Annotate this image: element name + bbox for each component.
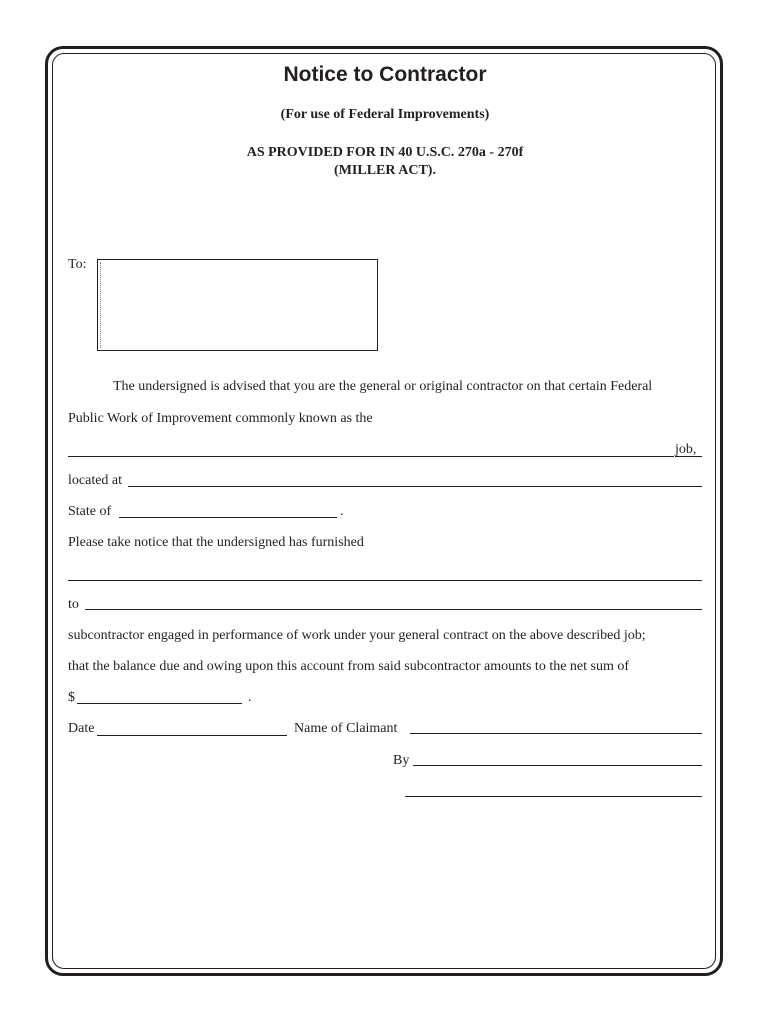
inner-border <box>52 53 716 969</box>
form-title: Notice to Contractor <box>283 63 487 86</box>
located-label: located at <box>68 473 123 488</box>
job-name-line[interactable] <box>68 456 674 457</box>
amount-period: . <box>248 690 252 705</box>
amount-line[interactable] <box>77 703 242 704</box>
to-label: To: <box>68 257 87 272</box>
state-line[interactable] <box>119 517 337 518</box>
job-suffix-underline <box>675 456 702 457</box>
form-subtitle: (For use of Federal Improvements) <box>280 107 490 122</box>
furnished-items-line[interactable] <box>68 580 702 581</box>
to-line-label: to <box>68 597 79 612</box>
to-address-field[interactable] <box>97 259 378 351</box>
subcontractor-name-line[interactable] <box>85 609 702 610</box>
state-label: State of <box>68 504 112 519</box>
subcontractor-text: subcontractor engaged in performance of work under your general contract on the above described job; <box>68 628 646 643</box>
date-line[interactable] <box>97 735 287 736</box>
balance-text: that the balance due and owing upon this account from said subcontractor amounts to the net sum of <box>68 659 630 674</box>
paragraph-line-1: The undersigned is advised that you are the general or original contractor on that certain Federal <box>113 379 653 394</box>
claimant-label: Name of Claimant <box>294 721 398 736</box>
location-line[interactable] <box>128 486 702 487</box>
provision-line-2: (MILLER ACT). <box>334 163 436 178</box>
date-label: Date <box>68 721 95 736</box>
paragraph-line-2: Public Work of Improvement commonly known as the <box>68 411 373 426</box>
provision-line-1: AS PROVIDED FOR IN 40 U.S.C. 270a - 270f <box>246 145 524 160</box>
furnished-text: Please take notice that the undersigned has furnished <box>68 535 364 550</box>
job-suffix: job, <box>675 442 697 457</box>
claimant-line[interactable] <box>410 733 702 734</box>
dollar-sign: $ <box>68 690 75 705</box>
by-signature-line[interactable] <box>413 765 702 766</box>
state-period: . <box>340 504 344 519</box>
by-label: By <box>393 753 410 768</box>
title-line[interactable] <box>405 796 702 797</box>
